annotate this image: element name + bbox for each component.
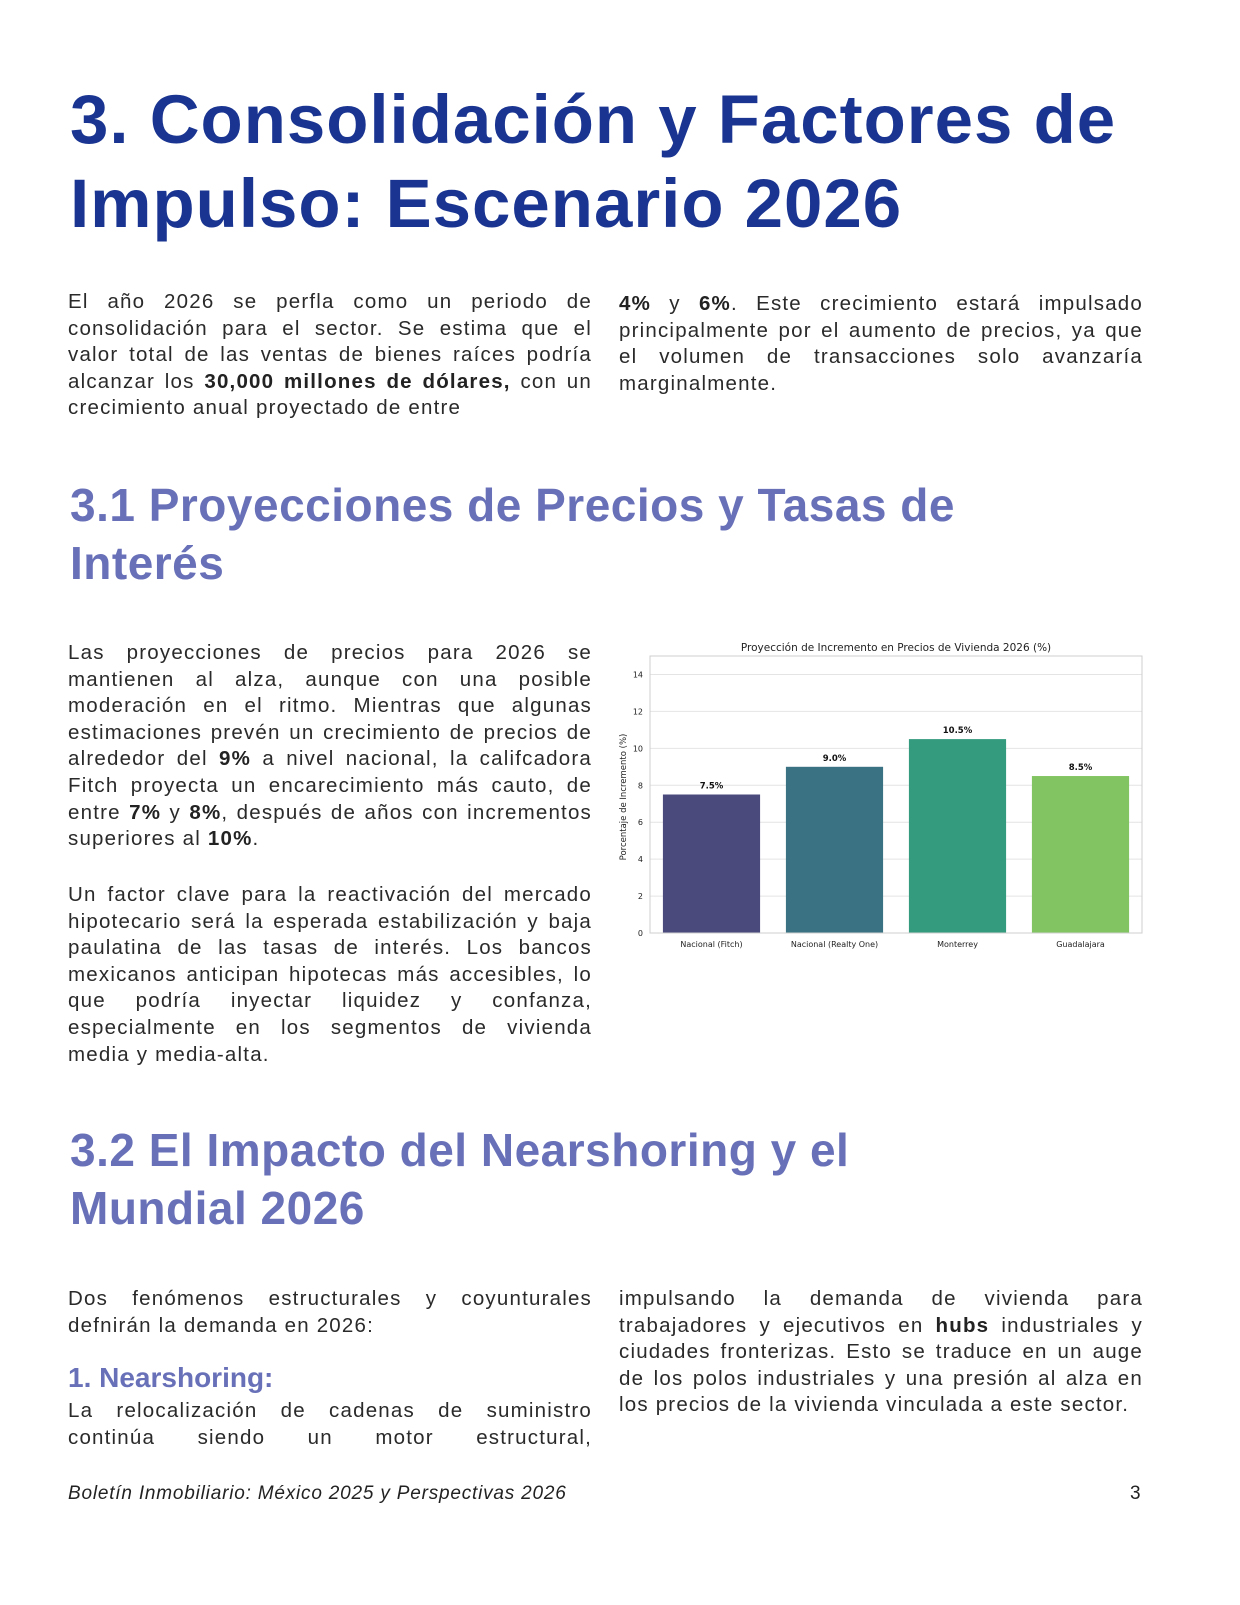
x-tick-label: Guadalajara xyxy=(1056,940,1105,949)
intro-text: . Este crecimiento estará impulsado principalmente por el aumento de precios, ya que el volumen de transacciones solo avanzaría marginalmente. xyxy=(619,292,1143,395)
y-tick-label: 10 xyxy=(632,744,643,754)
nearshoring-text-right xyxy=(619,1286,1143,1419)
section-heading-3-2: 3.2 El Impacto del Nearshoring y el Mundial 2026 xyxy=(70,1124,850,1234)
section-3-1-paragraph-1 xyxy=(68,640,592,853)
paragraph-text: a nivel nacional, la califcadora Fitch proyecta un encarecimiento más cauto, de entre xyxy=(68,747,592,824)
bar xyxy=(663,795,760,934)
intro-right-column xyxy=(619,291,1143,397)
bar-data-label: 7.5% xyxy=(699,781,724,792)
y-tick-label: 2 xyxy=(637,892,643,902)
x-tick-label: Monterrey xyxy=(937,940,978,949)
bar-data-label: 9.0% xyxy=(822,753,847,764)
highlight: 8% xyxy=(189,800,222,824)
y-tick-label: 4 xyxy=(637,855,643,865)
bar xyxy=(1032,776,1129,933)
price-projection-chart xyxy=(600,632,1160,962)
y-tick-label: 12 xyxy=(632,707,643,717)
highlight: 9% xyxy=(219,747,252,771)
footer-page-number: 3 xyxy=(1130,1483,1141,1504)
paragraph-text: impulsando la demanda de vivienda para trabajadores y ejecutivos en xyxy=(619,1287,1143,1337)
bar-data-label: 10.5% xyxy=(942,726,973,737)
nearshoring-subheading: 1. Nearshoring: xyxy=(68,1362,274,1393)
y-tick-label: 8 xyxy=(637,781,643,791)
bar-data-label: 8.5% xyxy=(1068,763,1093,774)
highlight: hubs xyxy=(935,1313,990,1337)
footer-publication-title: Boletín Inmobiliario: México 2025 y Perspectivas 2026 xyxy=(68,1483,567,1504)
section-3-2-intro: Dos fenómenos estructurales y coyunturales defnirán la demanda en 2026: xyxy=(68,1287,592,1337)
paragraph-text: industriales y ciudades fronterizas. Esto se traduce en un auge de los polos industriales y una presión al alza en los precios de la vivienda vinculada a este sector. xyxy=(619,1313,1143,1417)
x-tick-label: Nacional (Realty One) xyxy=(790,940,879,949)
bar xyxy=(786,767,883,933)
highlight: 7% xyxy=(129,800,162,824)
x-tick-label: Nacional (Fitch) xyxy=(680,940,743,949)
paragraph-text: Las proyecciones de precios para 2026 se mantienen al alza, aunque con una posible moderación en el ritmo. Mientras que algunas estimaciones prevén un crecimiento de precios de alrededor del xyxy=(68,641,592,771)
y-tick-label: 14 xyxy=(632,670,643,680)
nearshoring-text-left: La relocalización de cadenas de suministro continúa siendo un motor estructural, xyxy=(68,1399,592,1449)
intro-text: con un crecimiento anual proyectado de entre xyxy=(68,369,593,420)
intro-text: y xyxy=(651,292,699,315)
intro-text: El año 2026 se perfla como un periodo de consolidación para el sector. Se estima que el valor total de las ventas de bienes raíces podría alcanzar los xyxy=(68,290,592,393)
page-title: 3. Consolidación y Factores de Impulso: Escenario 2026 xyxy=(70,81,1117,242)
section-heading-3-1: 3.1 Proyecciones de Precios y Tasas de Interés xyxy=(70,479,955,589)
section-3-1-paragraph-2: Un factor clave para la reactivación del mercado hipotecario será la esperada estabilización y baja paulatina de las tasas de interés. Los bancos mexicanos anticipan hipotecas más accesibles, lo que podría inyectar liquidez y confanza, especialmente en los segmentos de vivienda media y media-alta. xyxy=(68,883,592,1066)
highlight: 10% xyxy=(207,827,253,851)
chart-title: Proyección de Incremento en Precios de Vivienda 2026 (%) xyxy=(740,642,1052,654)
intro-left-column xyxy=(68,289,592,422)
intro-highlight: 4% xyxy=(619,292,652,315)
paragraph-text: y xyxy=(161,800,190,824)
intro-highlight: 30,000 millones de dólares, xyxy=(204,369,511,393)
bar xyxy=(909,739,1006,933)
intro-highlight: 6% xyxy=(698,292,731,315)
paragraph-text: . xyxy=(252,827,260,851)
y-tick-label: 6 xyxy=(637,818,643,828)
paragraph-text: , después de años con incrementos superiores al xyxy=(68,800,593,851)
chart-bars xyxy=(663,726,1129,933)
y-tick-label: 0 xyxy=(637,929,643,938)
chart-y-axis-label: Porcentaje de Incremento (%) xyxy=(619,733,629,861)
